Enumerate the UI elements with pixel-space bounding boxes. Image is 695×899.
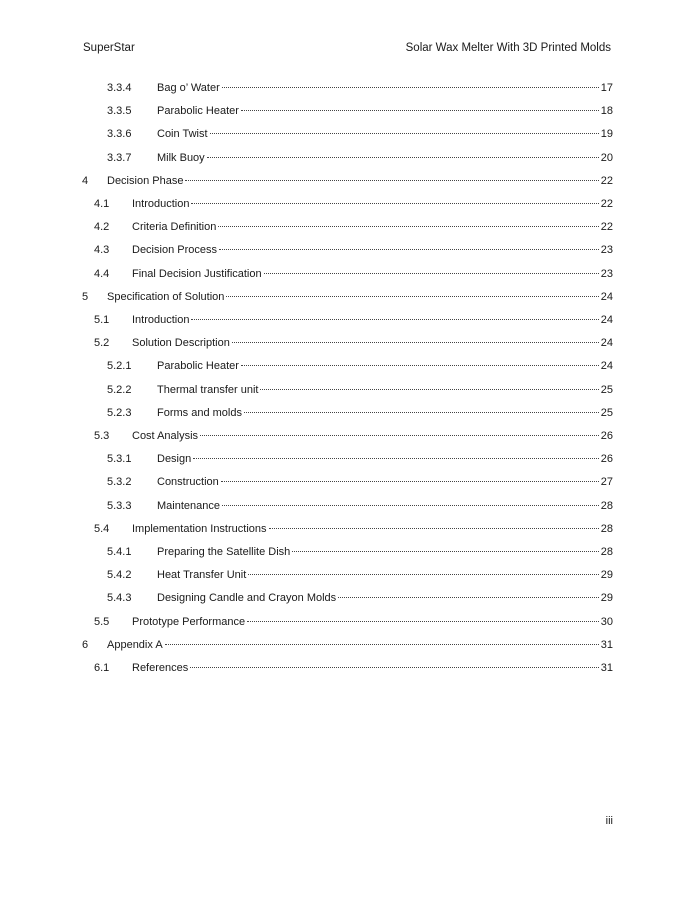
toc-entry-page: 22: [600, 221, 613, 234]
toc-entry-page: 27: [600, 476, 613, 489]
toc-entry-title: Thermal transfer unit: [157, 383, 259, 396]
toc-entry-title: Prototype Performance: [132, 615, 246, 628]
toc-entry[interactable]: [0, 103, 695, 119]
toc-entry-title: Parabolic Heater: [157, 360, 239, 373]
toc-entry-line: [132, 521, 613, 537]
toc-dot-leader: [247, 621, 599, 622]
toc-entry-title: Decision Process: [132, 244, 217, 257]
toc-dot-leader: [210, 133, 599, 134]
toc-dot-leader: [264, 273, 599, 274]
toc-entry-title: Criteria Definition: [132, 221, 217, 234]
toc-entry[interactable]: [0, 196, 695, 212]
toc-entry-title: Parabolic Heater: [157, 105, 239, 118]
toc-dot-leader: [241, 365, 599, 366]
toc-entry-number: 5.3: [94, 430, 110, 442]
toc-entry-line: [157, 590, 613, 606]
toc-dot-leader: [244, 412, 599, 413]
toc-dot-leader: [207, 157, 599, 158]
toc-entry-page: 31: [600, 662, 613, 674]
toc-entry-number: 6.1: [94, 662, 110, 674]
toc-dot-leader: [232, 342, 599, 343]
toc-entry-page: 31: [600, 638, 613, 651]
toc-entry-number: 5.3.2: [107, 476, 132, 489]
toc-entry-title: Introduction: [132, 314, 190, 326]
footer-page-number: iii: [605, 815, 613, 827]
toc-dot-leader: [219, 249, 599, 250]
toc-entry-number: 5.2: [94, 337, 110, 350]
toc-entry-title: Solution Description: [132, 337, 230, 350]
toc-dot-leader: [269, 528, 599, 529]
toc-entry-page: 25: [600, 406, 613, 419]
toc-dot-leader: [185, 180, 598, 181]
toc-entry[interactable]: [0, 451, 695, 467]
toc-entry-number: 5.4.1: [107, 546, 132, 558]
toc-entry-page: 23: [600, 244, 613, 257]
toc-entry[interactable]: [0, 614, 695, 630]
toc-entry-number: 4.1: [94, 198, 110, 210]
toc-entry-title: Appendix A: [107, 638, 163, 651]
toc-entry-number: 5.4.3: [107, 592, 132, 605]
toc-entry-page: 30: [600, 615, 613, 628]
toc-entry-number: 5.4: [94, 522, 110, 535]
toc-entry[interactable]: [0, 219, 695, 235]
toc-entry[interactable]: [0, 150, 695, 166]
toc-entry-line: [157, 498, 613, 514]
toc-entry-title: Bag o’ Water: [157, 82, 220, 94]
toc-entry[interactable]: [0, 173, 695, 189]
toc-entry[interactable]: [0, 660, 695, 676]
toc-dot-leader: [193, 458, 599, 459]
toc-entry-title: Final Decision Justification: [132, 267, 262, 280]
toc-entry-line: [132, 660, 613, 676]
toc-entry-line: [132, 428, 613, 444]
toc-entry-line: [107, 637, 613, 653]
toc-entry-title: Maintenance: [157, 499, 220, 512]
toc-entry-title: References: [132, 662, 189, 674]
toc-entry-number: 4.4: [94, 267, 110, 280]
toc-dot-leader: [221, 481, 599, 482]
toc-entry-number: 5: [82, 290, 89, 303]
toc-entry-page: 19: [600, 128, 613, 141]
toc-entry-number: 3.3.5: [107, 105, 132, 118]
toc-entry-number: 5.4.2: [107, 569, 132, 582]
toc-entry-number: 5.5: [94, 615, 110, 628]
toc-dot-leader: [292, 551, 598, 552]
toc-entry-title: Introduction: [132, 198, 190, 210]
toc-entry-number: 5.2.3: [107, 406, 132, 419]
toc-entry-title: Implementation Instructions: [132, 522, 267, 535]
toc-entry-number: 5.2.2: [107, 383, 132, 396]
toc-entry[interactable]: [0, 358, 695, 374]
toc-entry-line: [157, 567, 613, 583]
toc-entry-number: 3.3.4: [107, 82, 132, 94]
toc-entry-line: [132, 196, 613, 212]
toc-entry-line: [132, 335, 613, 351]
toc-entry-line: [157, 103, 613, 119]
header-organization: SuperStar: [83, 42, 135, 54]
toc-dot-leader: [222, 87, 599, 88]
toc-entry-line: [157, 358, 613, 374]
toc-entry-page: 24: [600, 360, 613, 373]
toc-entry-number: 3.3.7: [107, 151, 132, 164]
toc-dot-leader: [222, 505, 599, 506]
toc-entry-title: Design: [157, 453, 192, 466]
toc-entry-title: Preparing the Satellite Dish: [157, 546, 291, 558]
toc-dot-leader: [338, 597, 599, 598]
toc-entry-page: 29: [600, 592, 613, 605]
toc-entry-line: [157, 451, 613, 467]
toc-entry-number: 4: [82, 174, 89, 187]
toc-entry[interactable]: [0, 474, 695, 490]
toc-dot-leader: [226, 296, 598, 297]
toc-entry[interactable]: [0, 405, 695, 421]
toc-entry-title: Heat Transfer Unit: [157, 569, 247, 582]
toc-entry-line: [132, 614, 613, 630]
toc-entry-page: 18: [600, 105, 613, 118]
toc-entry-line: [157, 474, 613, 490]
toc-entry-title: Milk Buoy: [157, 151, 205, 164]
toc-entry-page: 22: [600, 174, 613, 187]
toc-entry-page: 25: [600, 383, 613, 396]
toc-dot-leader: [218, 226, 598, 227]
toc-dot-leader: [190, 667, 598, 668]
toc-entry-page: 23: [600, 267, 613, 280]
toc-entry-page: 20: [600, 151, 613, 164]
toc-entry-page: 29: [600, 569, 613, 582]
toc-entry[interactable]: [0, 126, 695, 142]
toc-entry-number: 3.3.6: [107, 128, 132, 141]
toc-dot-leader: [248, 574, 598, 575]
toc-entry[interactable]: [0, 80, 695, 96]
toc-entry-title: Designing Candle and Crayon Molds: [157, 592, 337, 605]
toc-entry-line: [107, 173, 613, 189]
toc-entry[interactable]: [0, 521, 695, 537]
toc-entry-number: 4.3: [94, 244, 110, 257]
toc-entry-title: Specification of Solution: [107, 290, 225, 303]
toc-entry-line: [157, 126, 613, 142]
toc-entry-page: 24: [600, 337, 613, 350]
toc-entry-line: [157, 150, 613, 166]
toc-entry[interactable]: [0, 335, 695, 351]
toc-entry[interactable]: [0, 544, 695, 560]
toc-entry[interactable]: [0, 312, 695, 328]
toc-entry-page: 22: [600, 198, 613, 210]
toc-entry-title: Construction: [157, 476, 219, 489]
toc-entry-title: Decision Phase: [107, 174, 184, 187]
toc-entry-page: 24: [600, 290, 613, 303]
toc-entry-line: [157, 80, 613, 96]
toc-entry-number: 4.2: [94, 221, 110, 234]
toc-entry-page: 24: [600, 314, 613, 326]
toc-dot-leader: [191, 319, 598, 320]
toc-entry-title: Coin Twist: [157, 128, 208, 141]
toc-entry-line: [132, 219, 613, 235]
toc-entry-line: [132, 242, 613, 258]
toc-entry[interactable]: [0, 382, 695, 398]
toc-entry[interactable]: [0, 498, 695, 514]
toc-entry-title: Forms and molds: [157, 406, 242, 419]
toc-entry-page: 28: [600, 522, 613, 535]
toc-entry-number: 6: [82, 638, 89, 651]
header-document-title: Solar Wax Melter With 3D Printed Molds: [405, 42, 611, 54]
toc-dot-leader: [260, 389, 598, 390]
toc-entry-page: 28: [600, 546, 613, 558]
toc-entry[interactable]: [0, 590, 695, 606]
toc-entry-number: 5.2.1: [107, 360, 132, 373]
toc-entry[interactable]: [0, 266, 695, 282]
toc-entry-line: [132, 266, 613, 282]
toc-entry-number: 5.3.1: [107, 453, 132, 466]
toc-entry-page: 17: [600, 82, 613, 94]
toc-entry-page: 26: [600, 453, 613, 466]
toc-dot-leader: [191, 203, 598, 204]
toc-entry[interactable]: [0, 289, 695, 305]
toc-dot-leader: [200, 435, 599, 436]
toc-dot-leader: [241, 110, 599, 111]
toc-entry-page: 28: [600, 499, 613, 512]
toc-entry-line: [157, 544, 613, 560]
toc-dot-leader: [165, 644, 599, 645]
toc-entry-number: 5.1: [94, 314, 110, 326]
toc-entry[interactable]: [0, 567, 695, 583]
toc-entry-title: Cost Analysis: [132, 430, 199, 442]
toc-entry[interactable]: [0, 428, 695, 444]
toc-entry-number: 5.3.3: [107, 499, 132, 512]
toc-entry-page: 26: [600, 430, 613, 442]
toc-entry[interactable]: [0, 242, 695, 258]
toc-entry[interactable]: [0, 637, 695, 653]
toc-entry-line: [157, 382, 613, 398]
toc-entry-line: [132, 312, 613, 328]
toc-entry-line: [157, 405, 613, 421]
toc-entry-line: [107, 289, 613, 305]
